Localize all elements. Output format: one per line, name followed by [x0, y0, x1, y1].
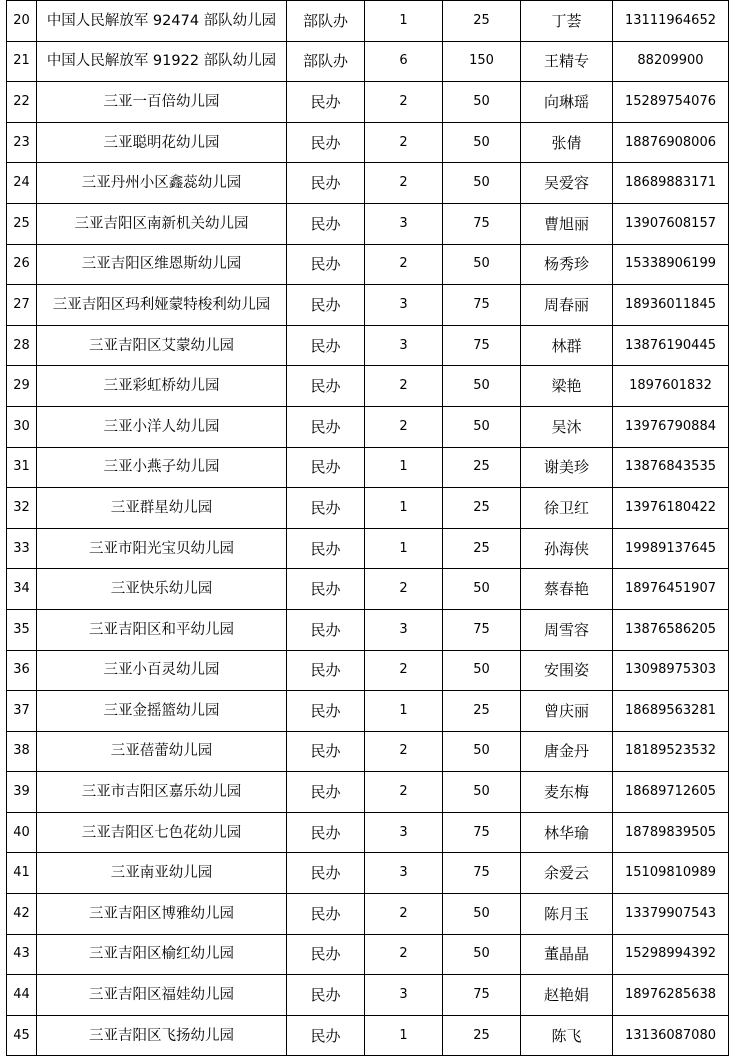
kindergarten-name-cell: 三亚吉阳区博雅幼儿园	[37, 894, 287, 935]
contact-phone-cell: 13976790884	[613, 406, 729, 447]
child-count-cell: 75	[443, 853, 521, 894]
contact-person-cell: 周春丽	[521, 285, 613, 326]
kindergarten-name-cell: 三亚蓓蕾幼儿园	[37, 731, 287, 772]
row-number-cell: 37	[7, 691, 37, 732]
table-row	[7, 934, 729, 975]
contact-phone-cell: 15289754076	[613, 82, 729, 123]
contact-person-cell: 陈月玉	[521, 894, 613, 935]
kindergarten-name-cell: 三亚小燕子幼儿园	[37, 447, 287, 488]
row-number-cell: 32	[7, 488, 37, 529]
class-count-cell: 1	[365, 1, 443, 42]
ownership-type-cell: 民办	[287, 731, 365, 772]
contact-person-cell: 王精专	[521, 41, 613, 82]
contact-person-cell: 陈飞	[521, 1015, 613, 1056]
class-count-cell: 2	[365, 934, 443, 975]
contact-phone-cell: 18976285638	[613, 975, 729, 1016]
contact-phone-cell: 15109810989	[613, 853, 729, 894]
class-count-cell: 3	[365, 285, 443, 326]
table-row	[7, 853, 729, 894]
child-count-cell: 50	[443, 122, 521, 163]
contact-person-cell: 谢美珍	[521, 447, 613, 488]
contact-phone-cell: 13098975303	[613, 650, 729, 691]
contact-phone-cell: 1897601832	[613, 366, 729, 407]
ownership-type-cell: 民办	[287, 650, 365, 691]
contact-person-cell: 董晶晶	[521, 934, 613, 975]
child-count-cell: 75	[443, 609, 521, 650]
ownership-type-cell: 民办	[287, 772, 365, 813]
ownership-type-cell: 民办	[287, 366, 365, 407]
kindergarten-name-cell: 三亚群星幼儿园	[37, 488, 287, 529]
child-count-cell: 50	[443, 772, 521, 813]
contact-phone-cell: 15298994392	[613, 934, 729, 975]
ownership-type-cell: 民办	[287, 163, 365, 204]
table-row	[7, 366, 729, 407]
contact-person-cell: 张倩	[521, 122, 613, 163]
child-count-cell: 50	[443, 406, 521, 447]
class-count-cell: 1	[365, 691, 443, 732]
contact-person-cell: 杨秀珍	[521, 244, 613, 285]
class-count-cell: 2	[365, 772, 443, 813]
kindergarten-name-cell: 三亚彩虹桥幼儿园	[37, 366, 287, 407]
contact-person-cell: 丁荟	[521, 1, 613, 42]
class-count-cell: 3	[365, 812, 443, 853]
contact-person-cell: 梁艳	[521, 366, 613, 407]
table-row	[7, 1, 729, 42]
contact-person-cell: 唐金丹	[521, 731, 613, 772]
ownership-type-cell: 民办	[287, 82, 365, 123]
contact-phone-cell: 18936011845	[613, 285, 729, 326]
ownership-type-cell: 民办	[287, 691, 365, 732]
contact-person-cell: 林华瑜	[521, 812, 613, 853]
contact-phone-cell: 13876190445	[613, 325, 729, 366]
ownership-type-cell: 民办	[287, 975, 365, 1016]
table-row	[7, 406, 729, 447]
row-number-cell: 22	[7, 82, 37, 123]
kindergarten-name-cell: 三亚小洋人幼儿园	[37, 406, 287, 447]
row-number-cell: 36	[7, 650, 37, 691]
contact-person-cell: 曹旭丽	[521, 203, 613, 244]
contact-phone-cell: 13907608157	[613, 203, 729, 244]
contact-phone-cell: 18189523532	[613, 731, 729, 772]
contact-phone-cell: 13379907543	[613, 894, 729, 935]
child-count-cell: 50	[443, 731, 521, 772]
ownership-type-cell: 民办	[287, 447, 365, 488]
contact-person-cell: 安围姿	[521, 650, 613, 691]
contact-person-cell: 吴沐	[521, 406, 613, 447]
table-row	[7, 812, 729, 853]
contact-phone-cell: 13136087080	[613, 1015, 729, 1056]
row-number-cell: 27	[7, 285, 37, 326]
kindergarten-name-cell: 中国人民解放军 91922 部队幼儿园	[37, 41, 287, 82]
kindergarten-name-cell: 三亚吉阳区维恩斯幼儿园	[37, 244, 287, 285]
kindergarten-name-cell: 三亚吉阳区福娃幼儿园	[37, 975, 287, 1016]
class-count-cell: 2	[365, 366, 443, 407]
row-number-cell: 24	[7, 163, 37, 204]
row-number-cell: 35	[7, 609, 37, 650]
contact-person-cell: 余爱云	[521, 853, 613, 894]
row-number-cell: 45	[7, 1015, 37, 1056]
child-count-cell: 25	[443, 1, 521, 42]
table-row	[7, 1015, 729, 1056]
child-count-cell: 50	[443, 366, 521, 407]
ownership-type-cell: 民办	[287, 325, 365, 366]
child-count-cell: 75	[443, 203, 521, 244]
child-count-cell: 50	[443, 82, 521, 123]
row-number-cell: 39	[7, 772, 37, 813]
row-number-cell: 23	[7, 122, 37, 163]
kindergarten-name-cell: 三亚聪明花幼儿园	[37, 122, 287, 163]
row-number-cell: 40	[7, 812, 37, 853]
contact-person-cell: 向琳瑶	[521, 82, 613, 123]
table-row	[7, 650, 729, 691]
class-count-cell: 2	[365, 650, 443, 691]
ownership-type-cell: 民办	[287, 853, 365, 894]
kindergarten-name-cell: 三亚金摇篮幼儿园	[37, 691, 287, 732]
class-count-cell: 1	[365, 1015, 443, 1056]
ownership-type-cell: 民办	[287, 406, 365, 447]
class-count-cell: 2	[365, 163, 443, 204]
row-number-cell: 26	[7, 244, 37, 285]
class-count-cell: 2	[365, 406, 443, 447]
kindergarten-name-cell: 中国人民解放军 92474 部队幼儿园	[37, 1, 287, 42]
contact-person-cell: 蔡春艳	[521, 569, 613, 610]
kindergarten-name-cell: 三亚南亚幼儿园	[37, 853, 287, 894]
contact-phone-cell: 88209900	[613, 41, 729, 82]
kindergarten-name-cell: 三亚吉阳区玛利娅蒙特梭利幼儿园	[37, 285, 287, 326]
kindergarten-name-cell: 三亚小百灵幼儿园	[37, 650, 287, 691]
kindergarten-name-cell: 三亚吉阳区艾蒙幼儿园	[37, 325, 287, 366]
row-number-cell: 42	[7, 894, 37, 935]
class-count-cell: 2	[365, 244, 443, 285]
child-count-cell: 25	[443, 1015, 521, 1056]
row-number-cell: 29	[7, 366, 37, 407]
class-count-cell: 3	[365, 975, 443, 1016]
child-count-cell: 25	[443, 691, 521, 732]
table-row	[7, 609, 729, 650]
contact-phone-cell: 15338906199	[613, 244, 729, 285]
row-number-cell: 33	[7, 528, 37, 569]
table-row	[7, 244, 729, 285]
contact-person-cell: 麦东梅	[521, 772, 613, 813]
kindergarten-name-cell: 三亚市阳光宝贝幼儿园	[37, 528, 287, 569]
child-count-cell: 25	[443, 528, 521, 569]
child-count-cell: 75	[443, 325, 521, 366]
child-count-cell: 25	[443, 447, 521, 488]
ownership-type-cell: 民办	[287, 894, 365, 935]
contact-person-cell: 曾庆丽	[521, 691, 613, 732]
child-count-cell: 50	[443, 163, 521, 204]
child-count-cell: 50	[443, 894, 521, 935]
contact-phone-cell: 19989137645	[613, 528, 729, 569]
child-count-cell: 75	[443, 975, 521, 1016]
kindergarten-name-cell: 三亚市吉阳区嘉乐幼儿园	[37, 772, 287, 813]
ownership-type-cell: 民办	[287, 528, 365, 569]
contact-person-cell: 赵艳娟	[521, 975, 613, 1016]
class-count-cell: 6	[365, 41, 443, 82]
ownership-type-cell: 民办	[287, 934, 365, 975]
kindergarten-table-body	[7, 1, 729, 1056]
row-number-cell: 20	[7, 1, 37, 42]
kindergarten-name-cell: 三亚一百倍幼儿园	[37, 82, 287, 123]
class-count-cell: 2	[365, 569, 443, 610]
table-row	[7, 731, 729, 772]
contact-person-cell: 孙海侠	[521, 528, 613, 569]
child-count-cell: 50	[443, 934, 521, 975]
kindergarten-name-cell: 三亚吉阳区榆红幼儿园	[37, 934, 287, 975]
ownership-type-cell: 部队办	[287, 41, 365, 82]
ownership-type-cell: 民办	[287, 1015, 365, 1056]
ownership-type-cell: 民办	[287, 203, 365, 244]
kindergarten-name-cell: 三亚吉阳区和平幼儿园	[37, 609, 287, 650]
table-row	[7, 488, 729, 529]
row-number-cell: 38	[7, 731, 37, 772]
kindergarten-name-cell: 三亚丹州小区鑫蕊幼儿园	[37, 163, 287, 204]
table-row	[7, 203, 729, 244]
row-number-cell: 43	[7, 934, 37, 975]
class-count-cell: 2	[365, 82, 443, 123]
table-row	[7, 528, 729, 569]
contact-phone-cell: 18689712605	[613, 772, 729, 813]
table-row	[7, 447, 729, 488]
row-number-cell: 41	[7, 853, 37, 894]
table-row	[7, 41, 729, 82]
contact-person-cell: 林群	[521, 325, 613, 366]
class-count-cell: 3	[365, 609, 443, 650]
class-count-cell: 3	[365, 203, 443, 244]
table-row	[7, 894, 729, 935]
ownership-type-cell: 民办	[287, 285, 365, 326]
child-count-cell: 150	[443, 41, 521, 82]
table-row	[7, 325, 729, 366]
contact-phone-cell: 18976451907	[613, 569, 729, 610]
contact-phone-cell: 18876908006	[613, 122, 729, 163]
child-count-cell: 75	[443, 285, 521, 326]
kindergarten-name-cell: 三亚快乐幼儿园	[37, 569, 287, 610]
class-count-cell: 1	[365, 528, 443, 569]
contact-phone-cell: 13976180422	[613, 488, 729, 529]
kindergarten-name-cell: 三亚吉阳区七色花幼儿园	[37, 812, 287, 853]
class-count-cell: 3	[365, 853, 443, 894]
row-number-cell: 28	[7, 325, 37, 366]
table-row	[7, 285, 729, 326]
ownership-type-cell: 民办	[287, 488, 365, 529]
table-row	[7, 691, 729, 732]
row-number-cell: 44	[7, 975, 37, 1016]
ownership-type-cell: 民办	[287, 812, 365, 853]
child-count-cell: 50	[443, 244, 521, 285]
row-number-cell: 25	[7, 203, 37, 244]
contact-phone-cell: 13111964652	[613, 1, 729, 42]
child-count-cell: 25	[443, 488, 521, 529]
row-number-cell: 34	[7, 569, 37, 610]
ownership-type-cell: 民办	[287, 122, 365, 163]
kindergarten-name-cell: 三亚吉阳区飞扬幼儿园	[37, 1015, 287, 1056]
contact-phone-cell: 13876843535	[613, 447, 729, 488]
ownership-type-cell: 民办	[287, 569, 365, 610]
kindergarten-name-cell: 三亚吉阳区南新机关幼儿园	[37, 203, 287, 244]
class-count-cell: 1	[365, 447, 443, 488]
table-row	[7, 122, 729, 163]
table-row	[7, 569, 729, 610]
table-row	[7, 163, 729, 204]
contact-person-cell: 吴爱容	[521, 163, 613, 204]
contact-person-cell: 周雪容	[521, 609, 613, 650]
ownership-type-cell: 民办	[287, 609, 365, 650]
contact-phone-cell: 18689563281	[613, 691, 729, 732]
contact-phone-cell: 18789839505	[613, 812, 729, 853]
class-count-cell: 2	[365, 731, 443, 772]
contact-phone-cell: 18689883171	[613, 163, 729, 204]
class-count-cell: 3	[365, 325, 443, 366]
table-row	[7, 772, 729, 813]
class-count-cell: 2	[365, 122, 443, 163]
class-count-cell: 2	[365, 894, 443, 935]
kindergarten-table	[6, 0, 729, 1056]
row-number-cell: 31	[7, 447, 37, 488]
contact-phone-cell: 13876586205	[613, 609, 729, 650]
child-count-cell: 50	[443, 569, 521, 610]
class-count-cell: 1	[365, 488, 443, 529]
row-number-cell: 21	[7, 41, 37, 82]
ownership-type-cell: 部队办	[287, 1, 365, 42]
row-number-cell: 30	[7, 406, 37, 447]
contact-person-cell: 徐卫红	[521, 488, 613, 529]
child-count-cell: 50	[443, 650, 521, 691]
table-row	[7, 82, 729, 123]
table-row	[7, 975, 729, 1016]
ownership-type-cell: 民办	[287, 244, 365, 285]
child-count-cell: 75	[443, 812, 521, 853]
